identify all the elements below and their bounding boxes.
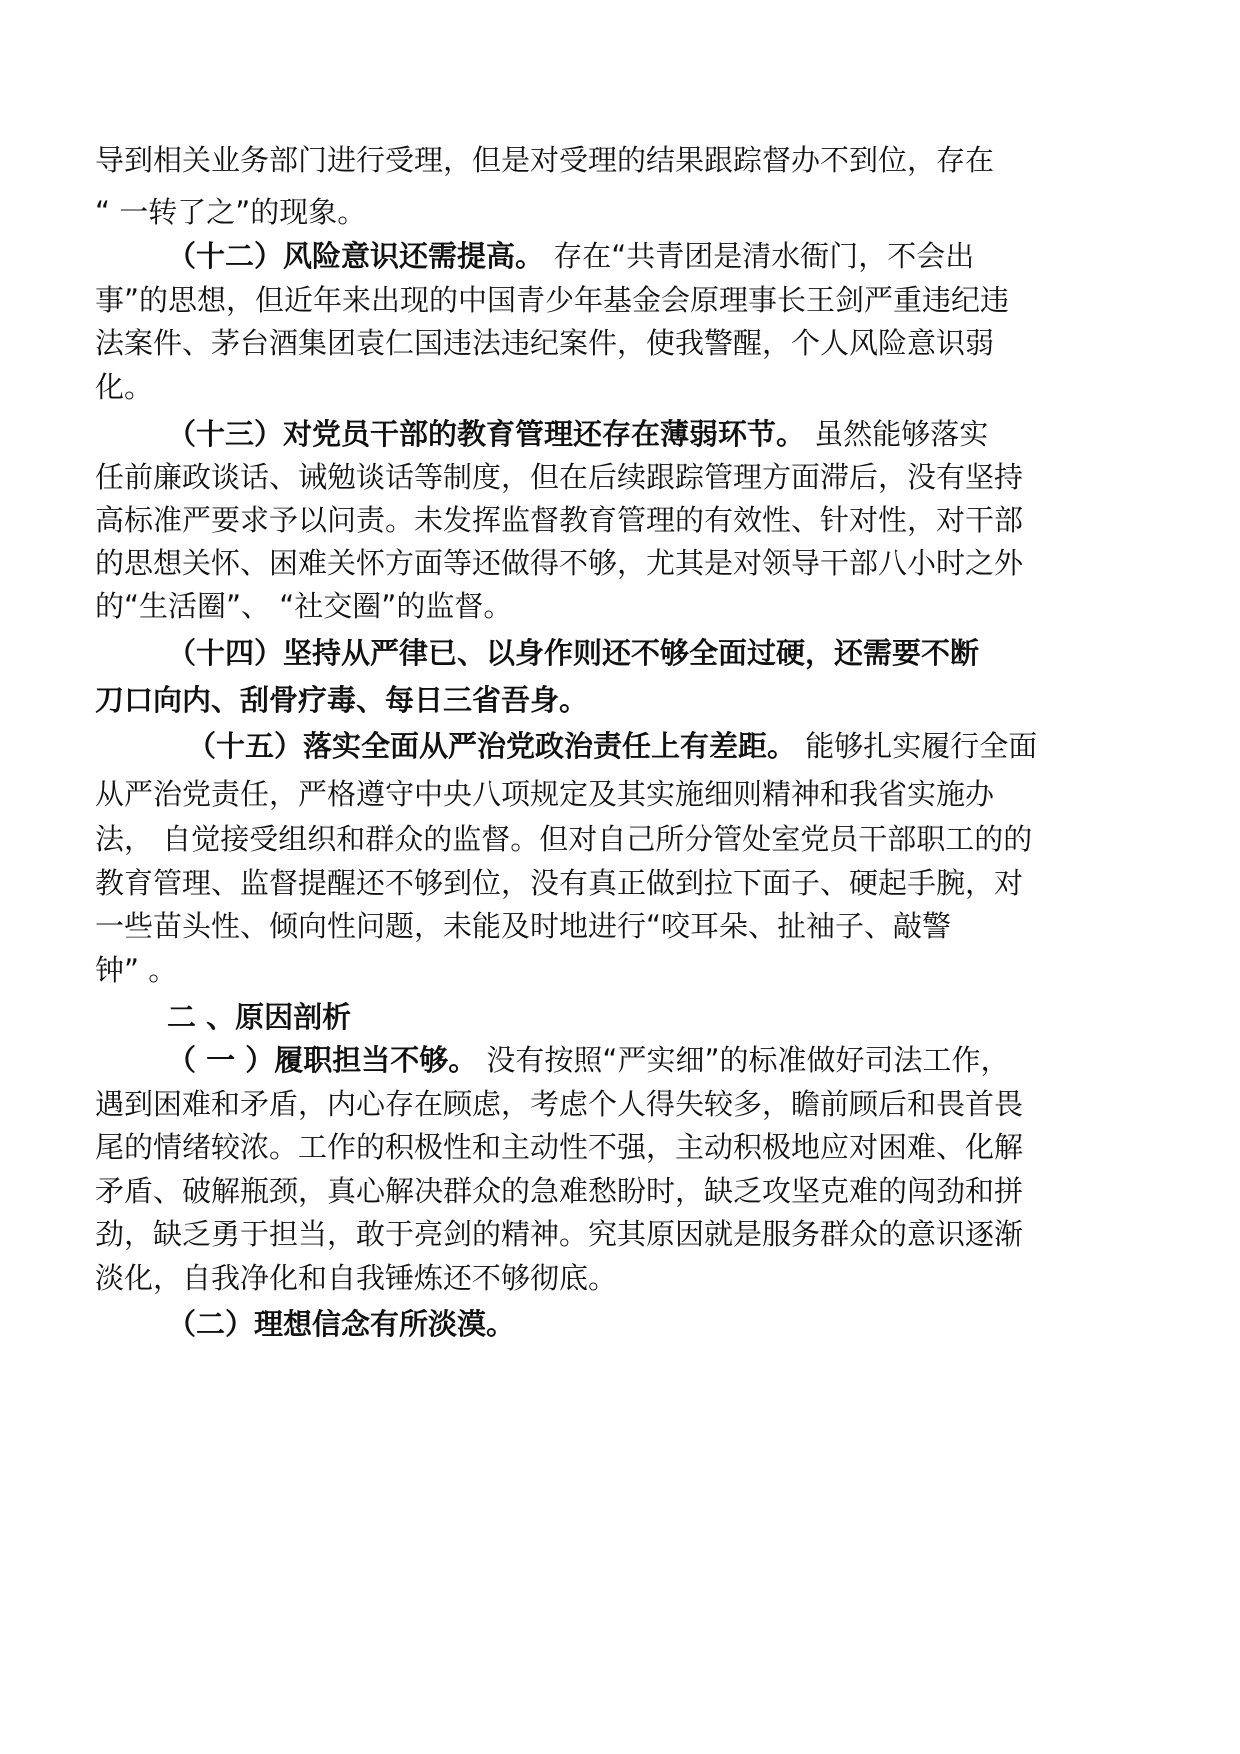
item-15-text: 能够扎实履行全面 — [805, 729, 1038, 763]
section-heading: 二 、原因剖析 — [167, 1000, 352, 1034]
body-line: 的思想关怀、困难关怀方面等还做得不够，尤其是对领导干部八小时之外 — [95, 546, 1024, 580]
item-12-text: 存在“共青团是清水衙门，不会出 — [553, 239, 975, 273]
body-line: 导到相关业务部门进行受理，但是对受理的结果跟踪督办不到位，存在 — [95, 143, 995, 177]
body-line: 尾的情绪较浓。工作的积极性和主动性不强，主动积极地应对困难、化解 — [95, 1130, 1024, 1164]
body-line: 钟” 。 — [95, 953, 178, 987]
reason-2-heading: （二）理想信念有所淡漠。 — [167, 1307, 516, 1341]
body-line: 的“生活圈”、 “社交圈”的监督。 — [95, 589, 513, 623]
item-12-heading: （十二）风险意识还需提高。 — [167, 239, 545, 273]
body-line: 法案件、茅台酒集团袁仁国违法违纪案件，使我警醒，个人风险意识弱 — [95, 326, 995, 360]
item-15-heading: （十五）落实全面从严治党政治责任上有差距。 — [187, 729, 797, 763]
body-line-bold: 刀口向内、刮骨疗毒、每日三省吾身。 — [95, 683, 589, 717]
body-line: 从严治党责任，严格遵守中央八项规定及其实施细则精神和我省实施办 — [95, 777, 995, 811]
body-line: 遇到困难和矛盾，内心存在顾虑，考虑个人得失较多，瞻前顾后和畏首畏 — [95, 1087, 1024, 1121]
item-12-paragraph — [167, 239, 975, 273]
reason-2-paragraph — [167, 1307, 516, 1341]
body-line: 任前廉政谈话、诫勉谈话等制度，但在后续跟踪管理方面滞后，没有坚持 — [95, 460, 1024, 494]
reason-1-text: 没有按照“严实细”的标准做好司法工作， — [486, 1043, 1010, 1077]
item-13-paragraph — [167, 417, 989, 451]
body-line: 教育管理、监督提醒还不够到位，没有真正做到拉下面子、硬起手腕，对 — [95, 866, 1024, 900]
item-14-heading: （十四）坚持从严律已、以身作则还不够全面过硬，还需要不断 — [167, 636, 980, 670]
item-13-heading: （十三）对党员干部的教育管理还存在薄弱环节。 — [167, 417, 806, 451]
item-14-paragraph — [167, 636, 980, 670]
item-13-text: 虽然能够落实 — [814, 417, 989, 451]
body-line: 事”的思想，但近年来出现的中国青少年基金会原理事长王剑严重违纪违 — [95, 283, 1010, 317]
body-line: 劲，缺乏勇于担当，敢于亮剑的精神。究其原因就是服务群众的意识逐渐 — [95, 1217, 1024, 1251]
reason-1-paragraph — [167, 1043, 1010, 1077]
item-15-paragraph — [187, 729, 1038, 763]
body-line: 矛盾、破解瓶颈，真心解决群众的急难愁盼时，缺乏攻坚克难的闯劲和拼 — [95, 1174, 1024, 1208]
body-line: 化。 — [95, 370, 154, 404]
reason-1-heading: （ 一 ）履职担当不够。 — [167, 1043, 478, 1077]
body-line: 高标准严要求予以问责。未发挥监督教育管理的有效性、针对性，对干部 — [95, 503, 1024, 537]
body-line: 法， 自觉接受组织和群众的监督。但对自己所分管处室党员干部职工的的 — [95, 822, 1033, 856]
body-line: 一些苗头性、倾向性问题，未能及时地进行“咬耳朵、扯袖子、敲警 — [95, 909, 952, 943]
body-line: “ 一转了之”的现象。 — [95, 195, 367, 229]
body-line: 淡化，自我净化和自我锤炼还不够彻底。 — [95, 1261, 618, 1295]
